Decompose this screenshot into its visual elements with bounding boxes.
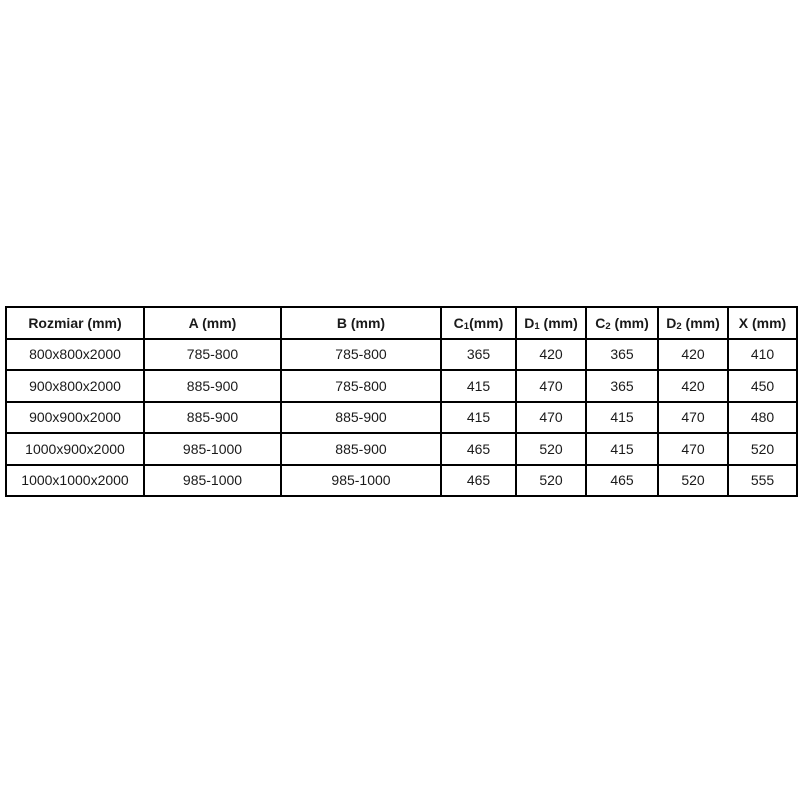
- subscript: 2: [676, 320, 682, 332]
- header-row: [6, 307, 797, 339]
- cell-c1: 415: [441, 370, 516, 402]
- cell-d2: 420: [658, 370, 728, 402]
- cell-a: 785-800: [144, 339, 281, 371]
- cell-d1: 520: [516, 433, 586, 465]
- column-header-d1: $D_1$ (mm): [516, 307, 586, 339]
- cell-rozmiar: 900x900x2000: [6, 402, 144, 434]
- cell-x: 555: [728, 465, 797, 497]
- cell-x: 480: [728, 402, 797, 434]
- cell-c1: 465: [441, 465, 516, 497]
- cell-d2: 520: [658, 465, 728, 497]
- subscript: 1: [463, 320, 470, 332]
- column-header-rozmiar: Rozmiar (mm): [6, 307, 144, 339]
- cell-rozmiar: 1000x1000x2000: [6, 465, 144, 497]
- cell-a: 885-900: [144, 370, 281, 402]
- cell-c2: 465: [586, 465, 658, 497]
- cell-d2: 470: [658, 433, 728, 465]
- cell-d1: 470: [516, 370, 586, 402]
- cell-b: 785-800: [281, 370, 441, 402]
- cell-d2: 420: [658, 339, 728, 371]
- cell-c1: 415: [441, 402, 516, 434]
- cell-b: 885-900: [281, 402, 441, 434]
- cell-c2: 365: [586, 370, 658, 402]
- cell-b: 985-1000: [281, 465, 441, 497]
- column-header-x: X (mm): [728, 307, 797, 339]
- subscript: 1: [534, 320, 540, 332]
- table-row: [6, 339, 797, 371]
- cell-d1: 520: [516, 465, 586, 497]
- column-header-b: B (mm): [281, 307, 441, 339]
- cell-d2: 470: [658, 402, 728, 434]
- cell-c1: 365: [441, 339, 516, 371]
- cell-x: 410: [728, 339, 797, 371]
- cell-rozmiar: 800x800x2000: [6, 339, 144, 371]
- column-header-c1: $C_1(mm)$: [441, 307, 516, 339]
- cell-d1: 470: [516, 402, 586, 434]
- cell-x: 520: [728, 433, 797, 465]
- cell-c2: 365: [586, 339, 658, 371]
- cell-c2: 415: [586, 402, 658, 434]
- cell-rozmiar: 1000x900x2000: [6, 433, 144, 465]
- cell-rozmiar: 900x800x2000: [6, 370, 144, 402]
- cell-c2: 415: [586, 433, 658, 465]
- cell-x: 450: [728, 370, 797, 402]
- table-row: [6, 433, 797, 465]
- cell-a: 885-900: [144, 402, 281, 434]
- table-row: [6, 370, 797, 402]
- cell-c1: 465: [441, 433, 516, 465]
- cell-d1: 420: [516, 339, 586, 371]
- cell-a: 985-1000: [144, 465, 281, 497]
- table-row: [6, 402, 797, 434]
- subscript: 2: [605, 320, 611, 332]
- table-row: [6, 465, 797, 497]
- cell-b: 785-800: [281, 339, 441, 371]
- column-header-c2: $C_2$ (mm): [586, 307, 658, 339]
- size-spec-table: [5, 306, 798, 497]
- column-header-a: A (mm): [144, 307, 281, 339]
- cell-b: 885-900: [281, 433, 441, 465]
- cell-a: 985-1000: [144, 433, 281, 465]
- column-header-d2: $D_2$ (mm): [658, 307, 728, 339]
